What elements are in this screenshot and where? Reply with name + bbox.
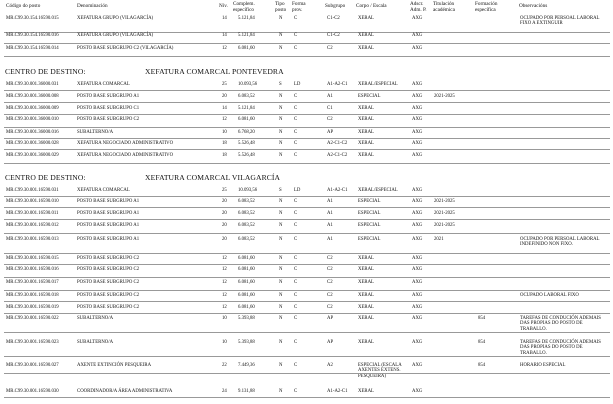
- cell-forma: C: [294, 267, 298, 272]
- row-divider: [4, 207, 610, 208]
- cell-forma: C: [294, 130, 298, 135]
- cell-tit: 2021-2025: [434, 211, 455, 216]
- cell-forma: C: [294, 363, 298, 368]
- row-divider: [4, 163, 610, 164]
- cell-corpo: XERAL: [358, 130, 374, 135]
- cell-niv: 12: [222, 305, 227, 310]
- cell-forma: C: [294, 46, 298, 51]
- cell-den: XEFATURA COMARCAL: [77, 188, 130, 193]
- row-divider: [4, 397, 610, 398]
- cell-adscr: AXG: [412, 340, 423, 345]
- row-divider: [4, 43, 610, 44]
- cell-corpo: XERAL: [358, 117, 374, 122]
- cell-adscr: AXG: [412, 33, 423, 38]
- cell-niv: 12: [222, 46, 227, 51]
- header-subgrupo: Subgrupo: [325, 3, 346, 9]
- section-title: XEFATURA COMARCAL VILAGARCÍA: [145, 173, 281, 182]
- cell-corpo: ESPECIAL: [358, 237, 381, 242]
- cell-forma: C: [294, 389, 298, 394]
- cell-den: POSTO BASE SUBGRUPO A1: [77, 199, 140, 204]
- cell-niv: 12: [222, 293, 227, 298]
- cell-niv: 20: [222, 94, 227, 99]
- cell-sub: A1-A2-C1: [327, 188, 348, 193]
- cell-corpo: XERAL: [358, 153, 374, 158]
- row-divider: [4, 102, 610, 103]
- cell-obs: OCUPADO POR PERSOAL LABORAL FIXO A EXTINGUIR: [520, 16, 600, 27]
- cell-tipo: N: [279, 340, 283, 345]
- cell-tit: 2021-2025: [434, 199, 455, 204]
- cell-niv: 20: [222, 223, 227, 228]
- cell-sub: C2: [327, 280, 333, 285]
- cell-comp: 6.083,52: [238, 94, 255, 99]
- cell-corpo: XERAL: [358, 256, 374, 261]
- cell-niv: 25: [222, 188, 227, 193]
- cell-tipo: N: [279, 305, 283, 310]
- cell-tipo: S: [279, 188, 282, 193]
- cell-forma: C: [294, 117, 298, 122]
- cell-den: POSTO BASE SUBGRUPO C2: [77, 117, 140, 122]
- cell-sub: A1: [327, 211, 333, 216]
- cell-adscr: AXG: [412, 237, 423, 242]
- cell-sub: C2: [327, 256, 333, 261]
- cell-sub: C2: [327, 117, 333, 122]
- cell-niv: 12: [222, 117, 227, 122]
- cell-den: XEFATURA NEGOCIADO ADMINISTRATIVO: [77, 141, 174, 146]
- cell-forma: C: [294, 94, 298, 99]
- cell-den: XEFATURA GRUPO (VILAGARCÍA): [77, 16, 154, 21]
- cell-comp: 5.393,88: [238, 316, 255, 321]
- cell-niv: 20: [222, 237, 227, 242]
- cell-den: SUBALTERNO/A: [77, 130, 114, 135]
- header-observacions: Observacións: [519, 3, 548, 9]
- cell-corpo: XERAL: [358, 106, 374, 111]
- cell-tipo: N: [279, 141, 283, 146]
- row-divider: [4, 138, 610, 139]
- cell-cod: MR.C99.30.001.36000.029: [6, 153, 59, 158]
- cell-den: XEFATURA GRUPO (VILAGARCÍA): [77, 33, 154, 38]
- cell-cod: MR.C99.30.001.36000.009: [6, 106, 59, 111]
- cell-sub: A2-C1-C2: [327, 141, 348, 146]
- cell-niv: 20: [222, 199, 227, 204]
- cell-form: 854: [478, 316, 486, 321]
- cell-niv: 24: [222, 389, 227, 394]
- cell-forma: C: [294, 211, 298, 216]
- cell-comp: 6.083,52: [238, 223, 255, 228]
- cell-comp: 6.768,20: [238, 130, 255, 135]
- cell-adscr: AXG: [412, 46, 423, 51]
- header-nivel: Nív.: [219, 3, 228, 9]
- header-codigo: Código do posto: [6, 3, 41, 9]
- cell-tit: 2021: [434, 237, 444, 242]
- cell-adscr: AXG: [412, 256, 423, 261]
- cell-cod: MR.C99.30.001.16590.013: [6, 237, 59, 242]
- section-title: XEFATURA COMARCAL PONTEVEDRA: [145, 67, 284, 76]
- cell-comp: 10.093,56: [238, 188, 258, 193]
- cell-forma: C: [294, 16, 298, 21]
- cell-tipo: N: [279, 199, 283, 204]
- cell-forma: C: [294, 106, 298, 111]
- cell-adscr: AXG: [412, 363, 423, 368]
- cell-adscr: AXG: [412, 389, 423, 394]
- header-denominacion: Denominación: [77, 3, 108, 9]
- row-divider: [4, 332, 610, 333]
- cell-den: POSTO BASE SUBGRUPO A1: [77, 223, 140, 228]
- cell-den: POSTO BASE SUBGRUPO C2: [77, 305, 140, 310]
- cell-tipo: N: [279, 94, 283, 99]
- cell-niv: 10: [222, 316, 227, 321]
- cell-sub: C2: [327, 267, 333, 272]
- cell-comp: 6.081,60: [238, 280, 255, 285]
- cell-tit: 2021-2025: [434, 94, 455, 99]
- cell-adscr: AXG: [412, 130, 423, 135]
- cell-niv: 20: [222, 211, 227, 216]
- cell-adscr: AXG: [412, 117, 423, 122]
- cell-sub: C2: [327, 46, 333, 51]
- cell-comp: 6.083,52: [238, 199, 255, 204]
- cell-tipo: N: [279, 389, 283, 394]
- row-divider: [4, 196, 610, 197]
- cell-adscr: AXG: [412, 280, 423, 285]
- cell-tipo: N: [279, 223, 283, 228]
- cell-sub: A1: [327, 199, 333, 204]
- cell-comp: 6.081,60: [238, 267, 255, 272]
- cell-comp: 5.393,88: [238, 340, 255, 345]
- cell-adscr: AXG: [412, 106, 423, 111]
- row-divider: [4, 90, 610, 91]
- cell-obs: TAREFAS DE CONDUCIÓN ADEMAIS DAS PROPIAS DO POSTO DE TRABALLO.: [520, 340, 601, 356]
- cell-form: 854: [478, 340, 486, 345]
- cell-corpo: XERAL: [358, 316, 374, 321]
- cell-corpo: XERAL: [358, 305, 374, 310]
- header-corpo: Corpo / Escala: [356, 3, 387, 9]
- cell-sub: C1: [327, 106, 333, 111]
- cell-obs: HORARIO ESPECIAL: [520, 363, 566, 368]
- cell-cod: MR.C99.30.001.36000.010: [6, 117, 59, 122]
- cell-tipo: N: [279, 267, 283, 272]
- cell-niv: 12: [222, 267, 227, 272]
- cell-corpo: XERAL: [358, 340, 374, 345]
- cell-niv: 12: [222, 256, 227, 261]
- cell-comp: 9.131,88: [238, 389, 255, 394]
- cell-cod: MR.C99.30.001.36000.028: [6, 141, 59, 146]
- cell-adscr: AXG: [412, 223, 423, 228]
- cell-adscr: AXG: [412, 141, 423, 146]
- cell-den: POSTO BASE SUBGRUPO C2 (VILAGARCÍA): [77, 46, 174, 51]
- cell-corpo: ESPECIAL: [358, 211, 381, 216]
- cell-forma: C: [294, 223, 298, 228]
- cell-cod: MR.C99.30.001.16590.019: [6, 305, 59, 310]
- cell-adscr: AXG: [412, 293, 423, 298]
- row-divider: [4, 356, 610, 357]
- cell-niv: 18: [222, 141, 227, 146]
- cell-comp: 5.526,48: [238, 153, 255, 158]
- cell-sub: AP: [327, 340, 334, 345]
- cell-den: POSTO BASE SUBGRUPO C1: [77, 106, 140, 111]
- cell-sub: AP: [327, 316, 334, 321]
- cell-forma: C: [294, 340, 298, 345]
- cell-tipo: N: [279, 117, 283, 122]
- cell-sub: A1: [327, 237, 333, 242]
- cell-comp: 6.083,52: [238, 211, 255, 216]
- row-divider: [4, 127, 610, 128]
- row-divider: [4, 277, 610, 278]
- cell-cod: MR.C99.30.001.16590.012: [6, 223, 59, 228]
- cell-forma: C: [294, 199, 298, 204]
- cell-cod: MR.C99.30.001.36000.031: [6, 82, 59, 87]
- header-forma: Forma prov.: [292, 1, 306, 13]
- cell-forma: C: [294, 293, 298, 298]
- cell-cod: MR.C99.30.001.36000.016: [6, 130, 59, 135]
- cell-den: XEFATURA NEGOCIADO ADMINISTRATIVO: [77, 153, 174, 158]
- cell-niv: 14: [222, 106, 227, 111]
- row-divider: [4, 149, 610, 150]
- cell-corpo: ESPECIAL: [358, 94, 381, 99]
- cell-comp: 5.121,84: [238, 33, 255, 38]
- cell-tipo: N: [279, 130, 283, 135]
- cell-tipo: N: [279, 211, 283, 216]
- cell-tipo: N: [279, 256, 283, 261]
- cell-adscr: AXG: [412, 316, 423, 321]
- cell-cod: MR.C99.30.001.16590.023: [6, 340, 59, 345]
- cell-corpo: XERAL: [358, 280, 374, 285]
- cell-cod: MR.C99.30.001.16590.030: [6, 389, 59, 394]
- cell-tipo: S: [279, 82, 282, 87]
- cell-adscr: AXG: [412, 199, 423, 204]
- cell-cod: MR.C99.30.001.16590.017: [6, 280, 59, 285]
- cell-comp: 7.449,36: [238, 363, 255, 368]
- header-adscr: Adscr. Adm. P.: [410, 1, 427, 13]
- cell-comp: 6.081,60: [238, 256, 255, 261]
- cell-comp: 6.083,52: [238, 237, 255, 242]
- cell-niv: 14: [222, 33, 227, 38]
- cell-comp: 6.081,60: [238, 46, 255, 51]
- cell-den: POSTO BASE SUBGRUPO C2: [77, 267, 140, 272]
- cell-corpo: ESPECIAL (ESCALA AXENTES EXTENS. PESQUEIRA): [358, 363, 402, 379]
- row-divider: [4, 313, 610, 314]
- cell-forma: C: [294, 305, 298, 310]
- cell-cod: MR.C99.30.154.16590.016: [6, 33, 59, 38]
- cell-corpo: ESPECIAL: [358, 199, 381, 204]
- row-divider: [4, 219, 610, 220]
- cell-tit: 2021-2025: [434, 223, 455, 228]
- cell-cod: MR.C99.30.001.16590.010: [6, 199, 59, 204]
- cell-sub: A2: [327, 363, 333, 368]
- cell-corpo: XERAL: [358, 389, 374, 394]
- cell-den: POSTO BASE SUBGRUPO A1: [77, 94, 140, 99]
- row-divider: [4, 56, 610, 57]
- cell-forma: C: [294, 316, 298, 321]
- cell-corpo: XERAL: [358, 33, 374, 38]
- cell-cod: MR.C99.30.001.16590.011: [6, 211, 59, 216]
- cell-forma: C: [294, 153, 298, 158]
- cell-forma: LD: [294, 82, 301, 87]
- cell-obs: OCUPADO LABORAL FIXO: [520, 293, 579, 298]
- cell-den: POSTO BASE SUBGRUPO A1: [77, 211, 140, 216]
- cell-cod: MR.C99.30.001.16590.018: [6, 293, 59, 298]
- cell-den: POSTO BASE SUBGRUPO C2: [77, 293, 140, 298]
- row-divider: [4, 373, 610, 374]
- cell-comp: 6.081,60: [238, 117, 255, 122]
- cell-comp: 5.121,84: [238, 16, 255, 21]
- cell-tipo: N: [279, 153, 283, 158]
- cell-forma: C: [294, 141, 298, 146]
- row-divider: [4, 114, 610, 115]
- cell-forma: C: [294, 256, 298, 261]
- cell-sub: A2-C1-C2: [327, 153, 348, 158]
- cell-niv: 10: [222, 340, 227, 345]
- cell-tipo: N: [279, 33, 283, 38]
- row-divider: [4, 290, 610, 291]
- cell-form: 854: [478, 363, 486, 368]
- cell-niv: 12: [222, 280, 227, 285]
- cell-tipo: N: [279, 363, 283, 368]
- row-divider: [4, 301, 610, 302]
- header-complem: Complem. específico: [233, 1, 255, 13]
- cell-cod: MR.C99.30.154.16590.015: [6, 16, 59, 21]
- header-formacion: Formación específica: [475, 1, 498, 13]
- cell-corpo: XERAL/ESPECIAL: [358, 82, 398, 87]
- cell-cod: MR.C99.30.001.16590.022: [6, 316, 59, 321]
- cell-tipo: N: [279, 316, 283, 321]
- cell-cod: MR.C99.30.001.16590.015: [6, 256, 59, 261]
- cell-comp: 5.121,84: [238, 106, 255, 111]
- cell-den: POSTO BASE SUBGRUPO C2: [77, 256, 140, 261]
- cell-obs: OCUPADO POR PERSOAL LABORAL INDEFINIDO NON FIXO.: [520, 237, 600, 248]
- cell-adscr: AXG: [412, 16, 423, 21]
- cell-niv: 22: [222, 363, 227, 368]
- section-label: CENTRO DE DESTINO:: [5, 173, 86, 182]
- cell-corpo: XERAL: [358, 293, 374, 298]
- cell-corpo: XERAL/ESPECIAL: [358, 188, 398, 193]
- cell-sub: A1: [327, 223, 333, 228]
- cell-tipo: N: [279, 237, 283, 242]
- cell-sub: C2: [327, 293, 333, 298]
- cell-tipo: N: [279, 16, 283, 21]
- cell-den: XEFATURA COMARCAL: [77, 82, 130, 87]
- cell-corpo: XERAL: [358, 141, 374, 146]
- cell-den: COORDINADOR/A ÁREA ADMINISTRATIVA: [77, 389, 173, 394]
- cell-den: AXENTE EXTINCIÓN PESQUEIRA: [77, 363, 152, 368]
- cell-den: SUBALTERNO/A: [77, 340, 114, 345]
- cell-corpo: XERAL: [358, 16, 374, 21]
- cell-adscr: AXG: [412, 305, 423, 310]
- cell-niv: 10: [222, 130, 227, 135]
- row-divider: [4, 264, 610, 265]
- cell-tipo: N: [279, 46, 283, 51]
- cell-tipo: N: [279, 106, 283, 111]
- cell-sub: C1-C2: [327, 33, 340, 38]
- cell-adscr: AXG: [412, 94, 423, 99]
- cell-tipo: N: [279, 280, 283, 285]
- cell-adscr: AXG: [412, 153, 423, 158]
- section-label: CENTRO DE DESTINO:: [5, 67, 86, 76]
- cell-corpo: XERAL: [358, 46, 374, 51]
- cell-adscr: AXG: [412, 267, 423, 272]
- cell-forma: C: [294, 237, 298, 242]
- cell-comp: 6.081,60: [238, 293, 255, 298]
- cell-sub: C2: [327, 305, 333, 310]
- cell-comp: 10.093,56: [238, 82, 258, 87]
- cell-sub: A1: [327, 94, 333, 99]
- cell-cod: MR.C99.30.001.16590.027: [6, 363, 59, 368]
- cell-comp: 6.081,60: [238, 305, 255, 310]
- cell-adscr: AXG: [412, 211, 423, 216]
- cell-sub: A1-A2-C1: [327, 389, 348, 394]
- cell-cod: MR.C99.30.001.36000.008: [6, 94, 59, 99]
- cell-obs: TAREFAS DE CONDUCIÓN ADEMAIS DAS PROPIAS DO POSTO DE TRABALLO.: [520, 316, 601, 332]
- cell-corpo: ESPECIAL: [358, 223, 381, 228]
- cell-tipo: N: [279, 293, 283, 298]
- cell-niv: 25: [222, 82, 227, 87]
- cell-cod: MR.C99.30.001.16590.016: [6, 267, 59, 272]
- cell-cod: MR.C99.30.154.16590.014: [6, 46, 59, 51]
- cell-forma: LD: [294, 188, 301, 193]
- cell-den: POSTO BASE SUBGRUPO C2: [77, 280, 140, 285]
- cell-corpo: XERAL: [358, 267, 374, 272]
- cell-sub: A1-A2-C1: [327, 82, 348, 87]
- cell-comp: 5.526,48: [238, 141, 255, 146]
- cell-sub: C1-C2: [327, 16, 340, 21]
- cell-niv: 18: [222, 153, 227, 158]
- cell-den: SUBALTERNO/A: [77, 316, 114, 321]
- cell-adscr: AXG: [412, 188, 423, 193]
- header-tipo: Tipo posto: [275, 1, 287, 13]
- row-divider: [4, 233, 610, 234]
- cell-sub: AP: [327, 130, 334, 135]
- cell-adscr: AXG: [412, 82, 423, 87]
- cell-den: POSTO BASE SUBGRUPO A1: [77, 237, 140, 242]
- header-titulacion: Titulación académica: [433, 1, 455, 13]
- cell-forma: C: [294, 33, 298, 38]
- cell-forma: C: [294, 280, 298, 285]
- row-divider: [4, 253, 610, 254]
- cell-cod: MR.C99.30.001.16590.031: [6, 188, 59, 193]
- cell-niv: 14: [222, 16, 227, 21]
